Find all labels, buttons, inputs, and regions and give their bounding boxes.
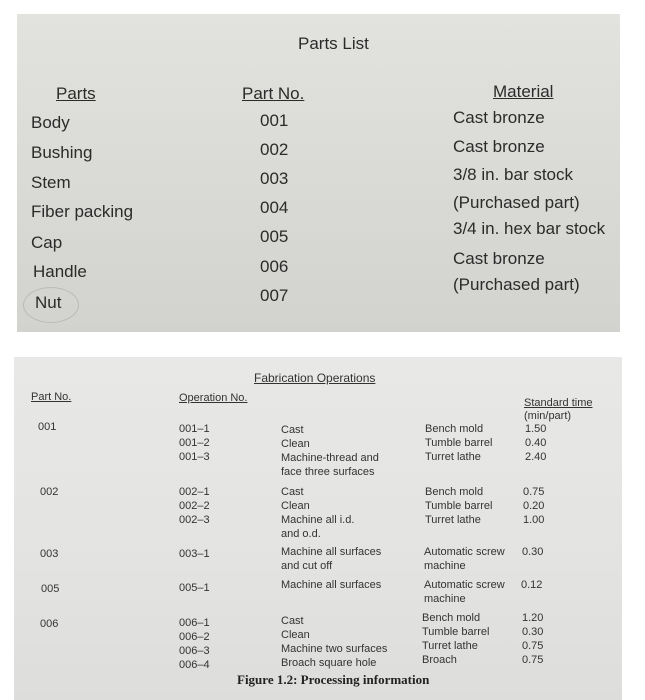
operation-descriptions: Cast Clean Machine all i.d. and o.d.: [281, 486, 355, 540]
part-material: 3/8 in. bar stock: [453, 165, 574, 184]
part-number: 005: [260, 227, 289, 246]
group-part-no: 003: [40, 548, 59, 560]
operation-numbers: 006–1 006–2 006–3 006–4: [179, 617, 210, 671]
part-material: (Purchased part): [453, 275, 580, 294]
operation-numbers: 005–1: [179, 582, 210, 594]
operation-times: 1.20 0.30 0.75 0.75: [522, 612, 544, 666]
part-name: Cap: [31, 233, 63, 252]
operation-numbers: 002–1 002–2 002–3: [179, 486, 210, 526]
operation-machines: Automatic screw machine: [424, 579, 505, 605]
operation-numbers: 003–1: [179, 548, 210, 560]
part-name: Handle: [33, 262, 87, 281]
operation-machines: Bench mold Tumble barrel Turret lathe: [425, 423, 493, 463]
part-no-header: Part No.: [242, 84, 305, 103]
operation-times: 1.50 0.40 2.40: [525, 423, 547, 463]
operation-times: 0.30: [522, 546, 544, 558]
part-number: 006: [260, 257, 289, 276]
parts-list-title: Parts List: [298, 34, 369, 53]
fabrication-photo: [14, 357, 622, 700]
group-part-no: 002: [40, 486, 59, 498]
material-header: Material: [493, 82, 554, 101]
operation-numbers: 001–1 001–2 001–3: [179, 423, 210, 463]
part-material: Cast bronze: [453, 108, 545, 127]
part-material: Cast bronze: [453, 249, 545, 268]
parts-header: Parts: [56, 84, 96, 103]
operation-times: 0.12: [521, 579, 543, 591]
fabrication-title: Fabrication Operations: [254, 371, 376, 385]
part-material: 3/4 in. hex bar stock: [453, 219, 606, 238]
group-part-no: 005: [41, 583, 60, 595]
part-name: Nut: [35, 293, 62, 312]
figure-caption: Figure 1.2: Processing information: [237, 672, 430, 687]
group-part-no: 006: [40, 618, 59, 630]
part-number: 002: [260, 140, 289, 159]
fab-part-no-header: Part No.: [31, 391, 72, 403]
group-part-no: 001: [38, 421, 57, 433]
part-number: 007: [260, 286, 289, 305]
operation-machines: Automatic screw machine: [424, 546, 505, 572]
standard-time-header: Standard time: [524, 397, 593, 409]
part-number: 001: [260, 111, 289, 130]
hand-drawn-circle: [23, 287, 79, 323]
operation-descriptions: Cast Clean Machine two surfaces Broach square hole: [281, 615, 388, 669]
operation-machines: Bench mold Tumble barrel Turret lathe: [425, 486, 493, 526]
part-name: Bushing: [31, 143, 93, 162]
part-number: 004: [260, 198, 289, 217]
operation-descriptions: Machine all surfaces and cut off: [281, 546, 382, 572]
parts-list-photo: [17, 14, 620, 332]
operation-descriptions: Machine all surfaces: [281, 579, 382, 591]
operation-descriptions: Cast Clean Machine-thread and face three surfaces: [281, 424, 379, 478]
part-material: (Purchased part): [453, 193, 580, 212]
part-material: Cast bronze: [453, 137, 545, 156]
standard-time-unit: (min/part): [524, 410, 572, 422]
part-number: 003: [260, 169, 289, 188]
operation-no-header: Operation No.: [179, 392, 248, 404]
part-name: Fiber packing: [31, 202, 134, 221]
part-name: Body: [31, 113, 70, 132]
part-name: Stem: [31, 173, 71, 192]
operation-machines: Bench mold Tumble barrel Turret lathe Broach: [422, 612, 490, 666]
operation-times: 0.75 0.20 1.00: [523, 486, 545, 526]
